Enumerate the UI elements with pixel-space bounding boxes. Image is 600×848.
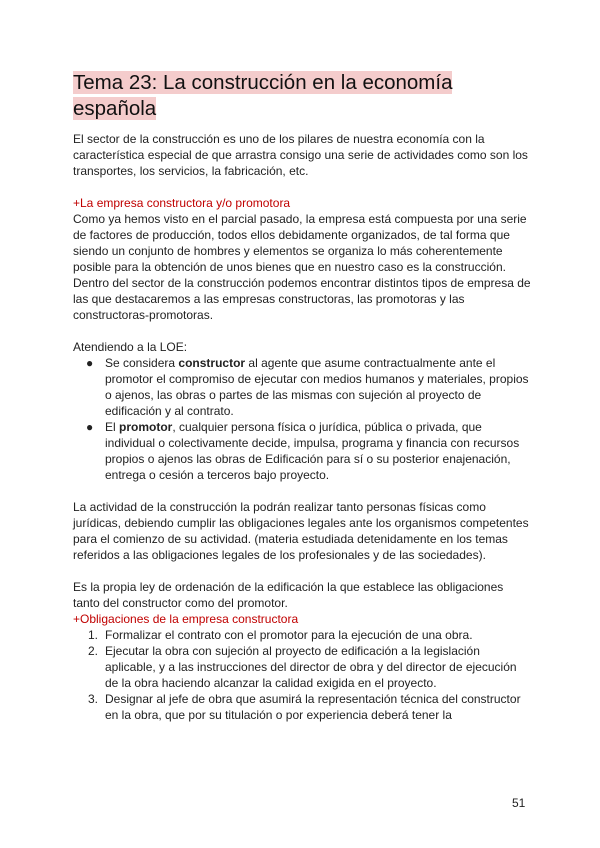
bullet-text: El	[105, 420, 120, 434]
item-number: 3.	[88, 692, 99, 706]
item-text: Formalizar el contrato con el promotor para la ejecución de una obra.	[105, 628, 473, 642]
obligaciones-list	[73, 627, 533, 723]
page-number: 51	[512, 796, 526, 810]
item-text: Ejecutar la obra con sujeción al proyecto de edificación a la legislación aplicable, y a las instrucciones del director de obra y del director de ejecución de la obra haciendo alcanzar la calidad exigida en el proyecto.	[105, 644, 517, 690]
bullet-icon: ●	[86, 356, 94, 370]
list-item	[73, 355, 533, 419]
paragraph-ley: Es la propia ley de ordenación de la edificación la que establece las obligaciones tanto del constructor como del promotor.	[73, 580, 504, 610]
item-number: 2.	[88, 644, 99, 658]
list-item	[73, 643, 533, 691]
list-item	[73, 627, 533, 643]
bullet-bold-term: promotor	[119, 420, 173, 434]
loe-bullet-list	[73, 355, 533, 483]
loe-intro: Atendiendo a la LOE:	[73, 340, 188, 354]
title-line-2: española	[73, 97, 157, 120]
title-line-1: Tema 23: La construcción en la economía	[73, 71, 453, 94]
bullet-text: Se considera	[105, 356, 179, 370]
section-heading-obligaciones: +Obligaciones de la empresa constructora	[73, 612, 299, 626]
paragraph-actividad: La actividad de la construcción la podrán realizar tanto personas físicas como jurídicas, debiendo cumplir las obligaciones legales ante los organismos competentes para el comienzo de su actividad. (materia estudiada detenidamente en los temas referidos a las obligaciones legales de los profesionales y de las sociedades).	[73, 500, 529, 562]
list-item	[73, 419, 533, 483]
intro-paragraph: El sector de la construcción es uno de los pilares de nuestra economía con la característica especial de que arrastra consigo una serie de actividades como son los transportes, los servicios, la fabricación, etc.	[73, 132, 528, 178]
item-text: Designar al jefe de obra que asumirá la representación técnica del constructor en la obra, que por su titulación o por experiencia deberá tener la	[105, 692, 521, 722]
section-heading-empresa: +La empresa constructora y/o promotora	[73, 196, 291, 210]
paragraph-empresa: Como ya hemos visto en el parcial pasado, la empresa está compuesta por una serie de factores de producción, todos ellos debidamente organizados, de tal forma que siendo un conjunto de hombres y elementos se organiza lo más coherentemente posible para la obtención de unos bienes que en nuestro caso es la construcción.	[73, 212, 527, 274]
bullet-text: , cualquier persona física o jurídica, pública o privada, que individual o colectivamente decide, impulsa, programa y financia con recursos propios o ajenos las obras de Edificación para sí o su posterior enajenación, entrega o cesión a terceros bajo proyecto.	[105, 420, 520, 482]
bullet-bold-term: constructor	[178, 356, 246, 370]
bullet-icon: ●	[86, 420, 94, 434]
item-number: 1.	[88, 628, 99, 642]
bullet-text: al agente que asume contractualmente ante el promotor el compromiso de ejecutar con medios humanos y materiales, propios o ajenos, las obras o partes de las mismas con sujeción al proyecto de edificación y al contrato.	[105, 356, 529, 418]
page-title	[73, 70, 533, 122]
list-item	[73, 691, 533, 723]
document-page	[73, 70, 533, 723]
paragraph-sector: Dentro del sector de la construcción podemos encontrar distintos tipos de empresa de las que destacaremos a las empresas constructoras, las promotoras y las constructoras-promotoras.	[73, 276, 531, 322]
